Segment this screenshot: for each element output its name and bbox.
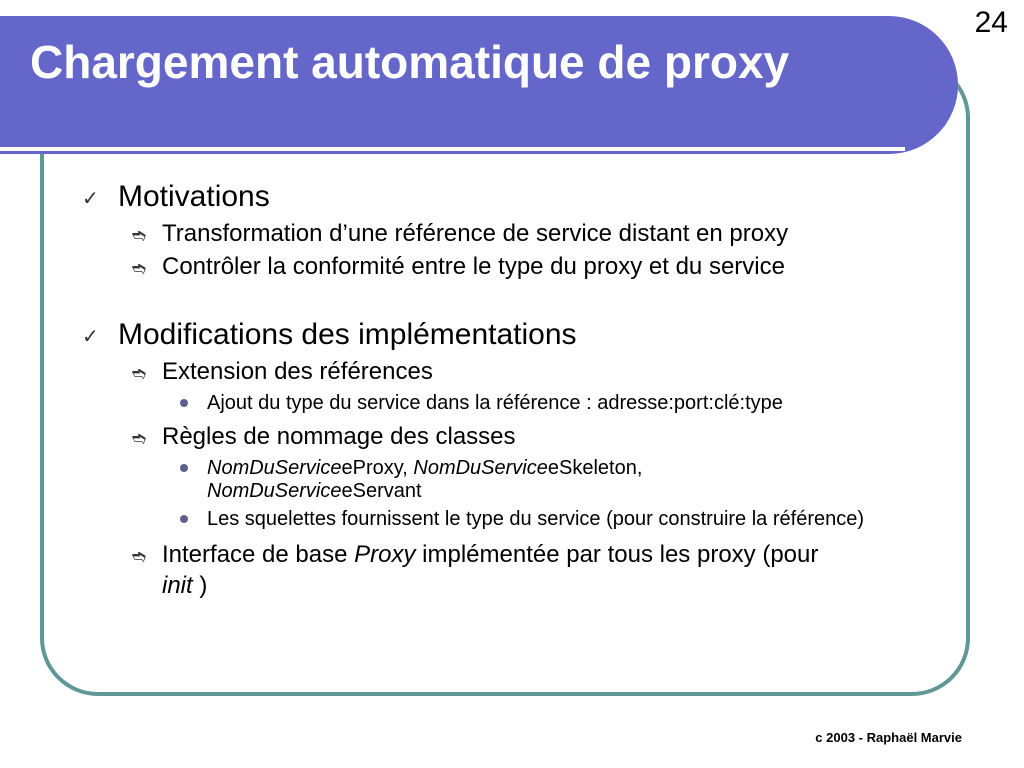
list-item [78,421,958,452]
sub-list-item-text: Les squelettes fournissent le type du service (pour construire la référence) [207,508,865,530]
sub-list-item [78,508,927,531]
list-item-text: Contrôler la conformité entre le type du proxy et du service [162,253,785,280]
italic-term: Proxy [354,541,416,568]
list-item [78,356,958,387]
italic-name: NomDuService [207,457,342,479]
slide-title: Chargement automatique de proxy [30,36,790,88]
spacer [78,282,958,316]
slide-body [78,178,958,601]
check-icon: ✓ [82,326,99,348]
list-item-text [162,541,818,599]
arrow-bullet-icon: ➬ [132,226,147,245]
list-item-text: Extension des références [162,358,433,385]
title-underline [0,147,905,151]
label-middle: implémentée par tous les proxy (pour [415,541,819,568]
check-icon: ✓ [82,188,99,210]
section-heading: Motivations [118,180,270,213]
footer-copyright: c 2003 - Raphaël Marvie [815,730,962,745]
list-item-text: Transformation d’une référence de service distant en proxy [162,220,789,247]
suffix-text: Proxy, [352,457,414,479]
label-prefix: Interface de base [162,541,355,568]
sub-list-item [78,392,927,415]
italic-term: init [162,572,193,599]
label-suffix: ) [192,572,208,599]
list-item [78,218,958,249]
round-bullet-icon [180,464,188,472]
section-heading: Modifications des implémentations [118,318,577,351]
title-banner [0,16,958,154]
suffix-text: Servant [352,480,422,502]
italic-name: NomDuService [207,480,342,502]
sub-list-item [78,457,927,503]
sub-list-item-text: Ajout du type du service dans la référence : adresse:port:clé:type [207,392,783,414]
arrow-bullet-icon: ➬ [132,259,147,278]
section-motivations [78,178,958,216]
arrow-bullet-icon: ➬ [132,364,147,383]
arrow-bullet-icon: ➬ [132,547,147,566]
list-item [78,539,942,601]
arrow-bullet-icon: ➬ [132,429,147,448]
slide-number: 24 [974,6,1008,39]
round-bullet-icon [180,515,188,523]
italic-name: NomDuService [413,457,548,479]
naming-rule-text: NomDuServiceeProxy, NomDuServiceeSkeleton, NomDuServiceeServant [207,457,643,502]
section-modifications [78,316,958,354]
list-item-text: Règles de nommage des classes [162,423,516,450]
round-bullet-icon [180,399,188,407]
suffix-text: Skeleton, [558,457,643,479]
list-item [78,251,958,282]
